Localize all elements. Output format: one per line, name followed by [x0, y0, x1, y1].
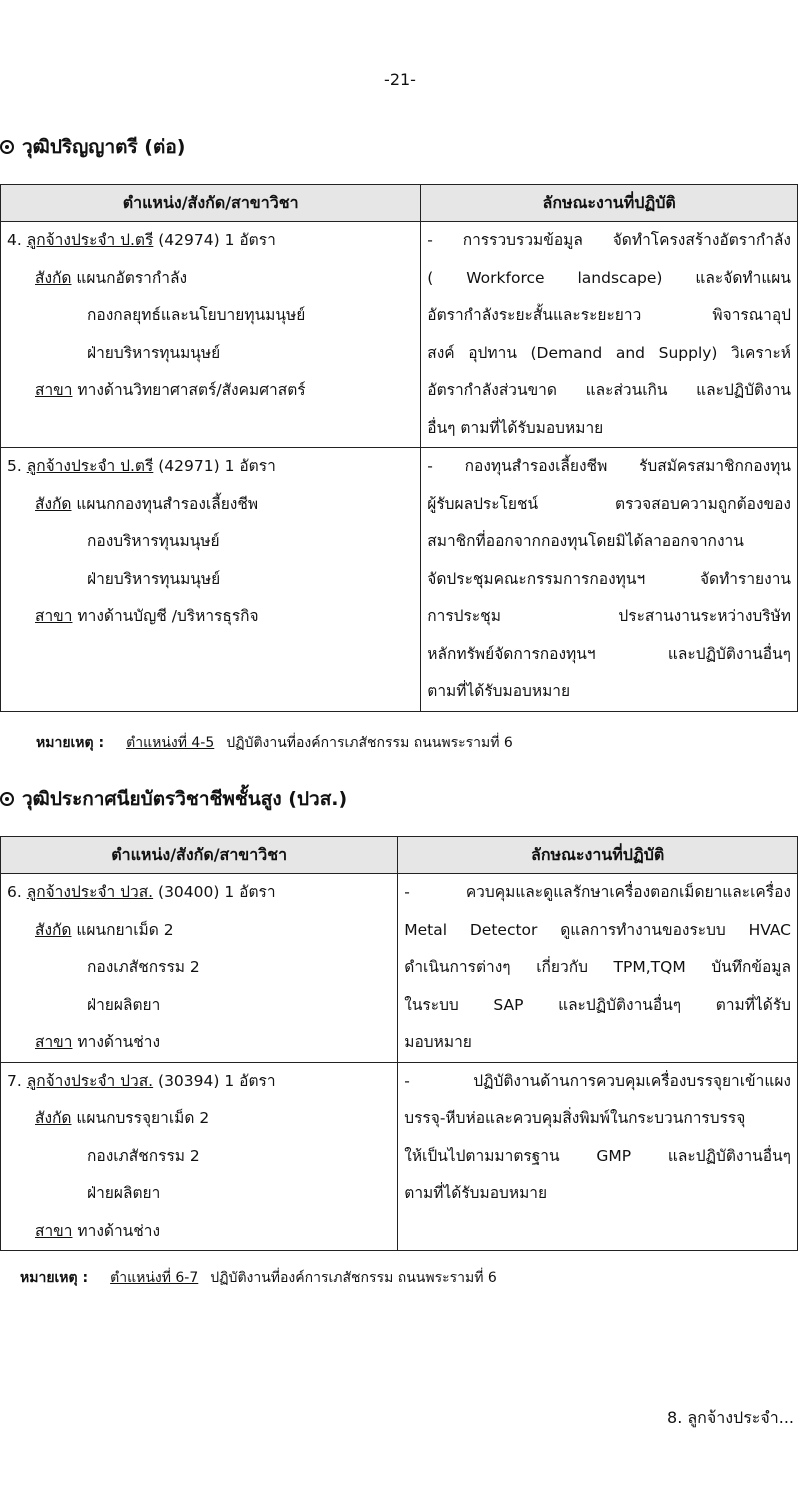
position-cell	[1, 222, 421, 448]
duty-line: การประชุม ประสานงานระหว่างบริษัท	[427, 607, 791, 625]
field-line: สาขา ทางด้านบัญชี /บริหารธุรกิจ	[35, 607, 259, 625]
duty-line: ในระบบ SAP และปฏิบัติงานอื่นๆ ตามที่ได้รับ	[404, 995, 791, 1014]
position-title: 7. ลูกจ้างประจำ ปวส. (30394) 1 อัตรา	[7, 1071, 276, 1090]
field-line: สาขา ทางด้านช่าง	[35, 1033, 161, 1051]
position-cell	[1, 874, 398, 1063]
continuation-text: 8. ลูกจ้างประจำ...	[667, 1408, 794, 1427]
duty-line: จัดประชุมคณะกรรมการกองทุนฯ จัดทำรายงาน	[427, 569, 791, 588]
col-header-duties: ลักษณะงานที่ปฏิบัติ	[398, 837, 798, 874]
duty-line: - ควบคุมและดูแลรักษาเครื่องตอกเม็ดยาและเครื่อง	[404, 883, 791, 901]
radio-bullet-icon	[0, 792, 14, 806]
affiliation-line: กองเภสัชกรรม 2	[87, 1146, 200, 1165]
affiliation-line: กองบริหารทุนมนุษย์	[87, 532, 220, 550]
position-cell	[1, 448, 421, 712]
duty-line: ผู้รับผลประโยชน์ ตรวจสอบความถูกต้องของ	[427, 494, 791, 513]
table-row	[1, 874, 798, 1063]
col-header-duties: ลักษณะงานที่ปฏิบัติ	[421, 185, 798, 222]
position-cell	[1, 1062, 398, 1251]
field-line: สาขา ทางด้านวิทยาศาสตร์/สังคมศาสตร์	[35, 381, 306, 399]
affiliation-line: ฝ่ายผลิตยา	[87, 995, 161, 1014]
affiliation-line: สังกัด แผนกบรรจุยาเม็ด 2	[35, 1109, 210, 1127]
position-title: 6. ลูกจ้างประจำ ปวส. (30400) 1 อัตรา	[7, 883, 276, 901]
note-label: หมายเหตุ :	[20, 1270, 89, 1286]
note-bachelor	[36, 732, 513, 754]
duties-cell	[398, 1062, 798, 1251]
table-header-row	[1, 837, 798, 874]
section-heading-diploma	[0, 784, 347, 814]
duty-line: บรรจุ-หีบห่อและควบคุมสิ่งพิมพ์ในกระบวนการบรรจุ	[404, 1109, 746, 1127]
table-row	[1, 448, 798, 712]
position-title: 5. ลูกจ้างประจำ ป.ตรี (42971) 1 อัตรา	[7, 457, 276, 475]
duty-line: ให้เป็นไปตามมาตรฐาน GMP และปฏิบัติงานอื่นๆ	[404, 1146, 791, 1165]
affiliation-line: ฝ่ายผลิตยา	[87, 1184, 161, 1202]
col-header-position: ตำแหน่ง/สังกัด/สาขาวิชา	[1, 837, 398, 874]
note-diploma	[20, 1267, 497, 1289]
duties-cell	[398, 874, 798, 1063]
duties-cell	[421, 448, 798, 712]
duty-line: - กองทุนสำรองเลี้ยงชีพ รับสมัครสมาชิกกองทุน	[427, 457, 791, 475]
radio-bullet-icon	[0, 140, 14, 154]
affiliation-line: สังกัด แผนกกองทุนสำรองเลี้ยงชีพ	[35, 494, 259, 513]
duty-line: อัตรากำลังส่วนขาด และส่วนเกิน และปฏิบัติงาน	[427, 381, 791, 399]
duties-cell	[421, 222, 798, 448]
duty-line: อัตรากำลังระยะสั้นและระยะยาว พิจารณาอุป	[427, 306, 791, 324]
duty-line: ( Workforce landscape) และจัดทำแผน	[427, 268, 791, 287]
table-row	[1, 1062, 798, 1251]
note-text: ปฏิบัติงานที่องค์การเภสัชกรรม ถนนพระรามที่ 6	[226, 735, 513, 751]
field-line: สาขา ทางด้านช่าง	[35, 1221, 161, 1240]
note-text: ปฏิบัติงานที่องค์การเภสัชกรรม ถนนพระรามที่ 6	[210, 1270, 497, 1286]
duty-line: หลักทรัพย์จัดการกองทุนฯ และปฏิบัติงานอื่นๆ	[427, 644, 791, 663]
section-heading-text: วุฒิปริญญาตรี (ต่อ)	[22, 136, 186, 158]
duty-line: มอบหมาย	[404, 1033, 472, 1051]
affiliation-line: กองกลยุทธ์และนโยบายทุนมนุษย์	[87, 306, 306, 324]
duty-line: - ปฏิบัติงานด้านการควบคุมเครื่องบรรจุยาเข้าแผง	[404, 1071, 791, 1090]
duty-line: ตามที่ได้รับมอบหมาย	[404, 1184, 548, 1202]
duty-line: อื่นๆ ตามที่ได้รับมอบหมาย	[427, 418, 604, 437]
note-ref: ตำแหน่งที่ 6-7	[110, 1270, 199, 1286]
section-heading-bachelor	[0, 132, 185, 162]
duty-line: ดำเนินการต่างๆ เกี่ยวกับ TPM,TQM บันทึกข้อมูล	[404, 958, 791, 976]
affiliation-line: ฝ่ายบริหารทุนมนุษย์	[87, 343, 221, 362]
table-header-row	[1, 185, 798, 222]
duty-line: - การรวบรวมข้อมูล จัดทำโครงสร้างอัตรากำลัง	[427, 231, 791, 249]
duty-line: สงค์ อุปทาน (Demand and Supply) วิเคราะห์	[427, 343, 791, 362]
duty-line: สมาชิกที่ออกจากกองทุนโดยมิได้ลาออกจากงาน	[427, 532, 744, 550]
table-row	[1, 222, 798, 448]
col-header-position: ตำแหน่ง/สังกัด/สาขาวิชา	[1, 185, 421, 222]
affiliation-line: สังกัด แผนกยาเม็ด 2	[35, 920, 174, 939]
note-ref: ตำแหน่งที่ 4-5	[126, 735, 215, 751]
page-number: -21-	[384, 70, 416, 89]
affiliation-line: ฝ่ายบริหารทุนมนุษย์	[87, 569, 221, 588]
section-heading-text: วุฒิประกาศนียบัตรวิชาชีพชั้นสูง (ปวส.)	[22, 788, 348, 810]
positions-table-diploma	[0, 836, 798, 1251]
positions-table-bachelor	[0, 184, 798, 712]
position-title: 4. ลูกจ้างประจำ ป.ตรี (42974) 1 อัตรา	[7, 231, 276, 249]
duty-line: ตามที่ได้รับมอบหมาย	[427, 682, 571, 700]
duty-line: Metal Detector ดูแลการทำงานของระบบ HVAC	[404, 920, 791, 939]
note-label: หมายเหตุ :	[36, 735, 105, 751]
affiliation-line: สังกัด แผนกอัตรากำลัง	[35, 268, 188, 287]
affiliation-line: กองเภสัชกรรม 2	[87, 958, 200, 976]
